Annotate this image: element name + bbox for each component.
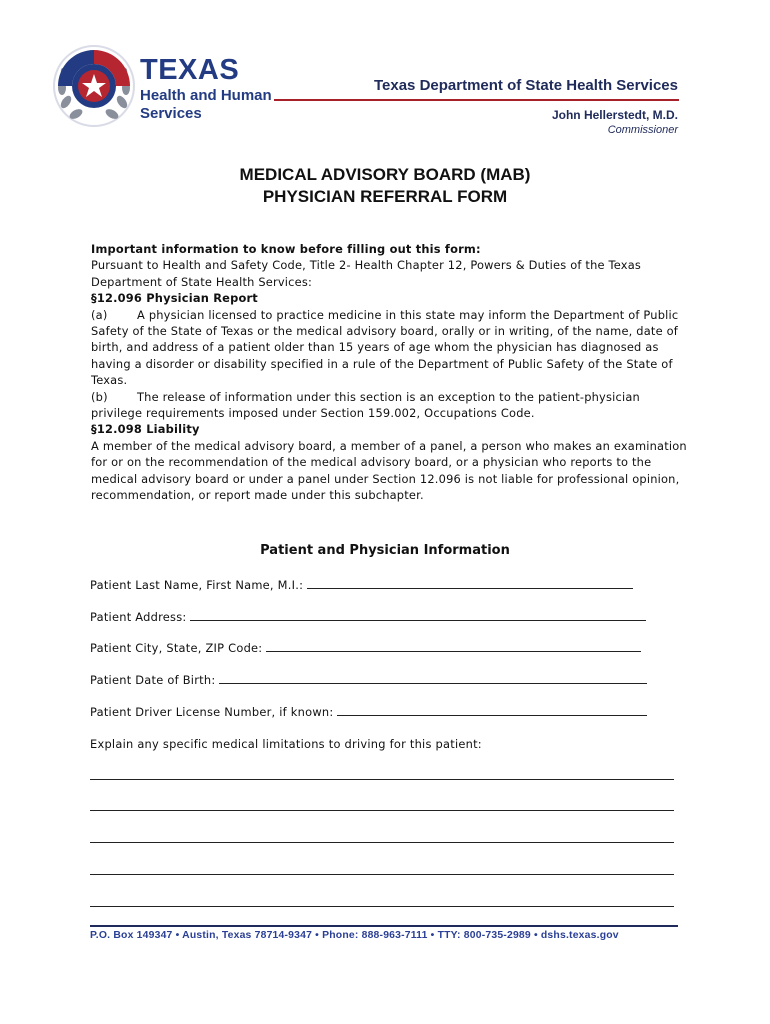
patient-name-label: Patient Last Name, First Name, M.I.: <box>90 578 304 592</box>
limitations-line-5[interactable] <box>90 906 674 907</box>
department-name: Texas Department of State Health Services <box>373 77 678 94</box>
patient-physician-section-title: Patient and Physician Information <box>260 543 510 558</box>
paragraph-a-text: A physician licensed to practice medicine in this state may inform the Department of Public Safety of the State of Texas or the medical advisory board, orally or in writing, of the name, date of birth, and address of a patient older than 15 years of age whom the physician has diagnosed as having a disorder or disability specified in a rule of the Department of Public Safety of the State of Texas. <box>91 307 679 388</box>
paragraph-b-text: The release of information under this section is an exception to the patient-physician privilege requirements imposed under Section 159.002, Occupations Code. <box>91 389 640 421</box>
patient-address-field <box>90 610 646 624</box>
header-divider <box>274 99 679 101</box>
patient-dl-field <box>90 705 647 719</box>
patient-address-input[interactable] <box>190 610 646 621</box>
patient-city-label: Patient City, State, ZIP Code: <box>90 641 263 655</box>
footer-divider <box>90 925 678 927</box>
patient-dob-input[interactable] <box>219 673 647 684</box>
texas-hhs-seal-logo <box>52 44 136 128</box>
commissioner-title: Commissioner <box>607 124 678 136</box>
patient-city-field <box>90 641 641 655</box>
paragraph-a-label: (a) <box>91 307 108 322</box>
info-heading: Important information to know before filling out this form: <box>91 242 481 256</box>
section-12096-heading: §12.096 Physician Report <box>91 291 258 306</box>
patient-dob-label: Patient Date of Birth: <box>90 673 216 687</box>
patient-city-input[interactable] <box>266 641 641 652</box>
important-info <box>91 241 691 504</box>
patient-dob-field <box>90 673 647 687</box>
footer-contact: P.O. Box 149347 • Austin, Texas 78714-9347 • Phone: 888-963-7111 • TTY: 800-735-2989 • dshs.texas.gov <box>90 930 619 941</box>
wordmark-texas: TEXAS <box>140 54 240 86</box>
form-title-line1: MEDICAL ADVISORY BOARD (MAB) <box>239 165 531 184</box>
patient-dl-input[interactable] <box>337 705 647 716</box>
wordmark-hhs-line1: Health and Human <box>140 87 272 104</box>
patient-address-label: Patient Address: <box>90 610 187 624</box>
patient-name-field <box>90 578 633 592</box>
paragraph-b <box>91 389 691 422</box>
form-title-line2: PHYSICIAN REFERRAL FORM <box>262 187 508 206</box>
patient-dl-label: Patient Driver License Number, if known: <box>90 705 334 719</box>
patient-name-input[interactable] <box>307 578 633 589</box>
agency-wordmark <box>140 56 272 123</box>
limitations-line-3[interactable] <box>90 842 674 843</box>
limitations-line-2[interactable] <box>90 810 674 811</box>
limitations-line-1[interactable] <box>90 779 674 780</box>
wordmark-hhs-line2: Services <box>140 105 202 122</box>
liability-text: A member of the medical advisory board, a member of a panel, a person who makes an examination for or on the recommendation of the medical advisory board, or a physician who reports to the medical advisory board or under a panel under Section 12.096 is not liable for professional opinion, recommendation, or report made under this subchapter. <box>91 438 687 503</box>
info-intro: Pursuant to Health and Safety Code, Title 2- Health Chapter 12, Powers & Duties of the Texas Department of State Health Services: <box>91 258 642 289</box>
paragraph-b-label: (b) <box>91 389 108 404</box>
paragraph-a <box>91 307 691 389</box>
commissioner-name: John Hellerstedt, M.D. <box>551 108 678 122</box>
section-12098-heading: §12.098 Liability <box>91 422 200 437</box>
limitations-line-4[interactable] <box>90 874 674 875</box>
limitations-label: Explain any specific medical limitations to driving for this patient: <box>90 737 482 751</box>
